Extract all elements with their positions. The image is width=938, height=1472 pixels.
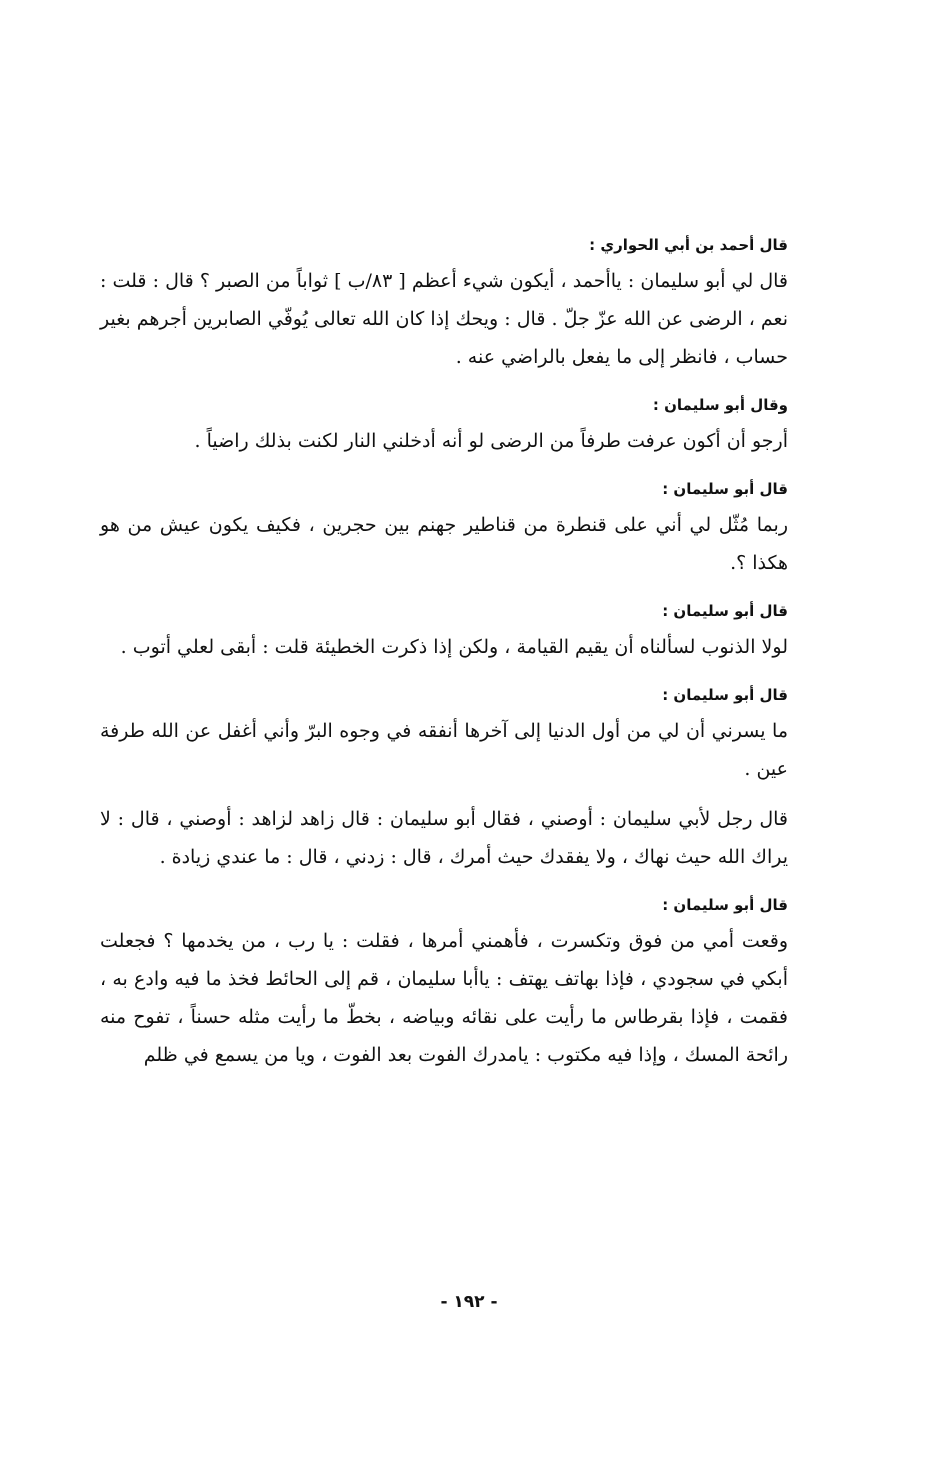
section-heading: قال أبو سليمان :: [662, 686, 788, 704]
paragraph: قال لي أبو سليمان : ياأحمد ، أيكون شيء أعظم [ ٨٣/ب ] ثواباً من الصبر ؟ قال : قلت : نعم ، الرضى عن الله عزّ جلّ . قال : ويحك إذا كان الله تعالى يُوفّي الصابرين أجرهم بغير حساب ، فانظر إلى ما يفعل بالراضي عنه .: [100, 270, 788, 368]
text-block-7: [100, 888, 788, 1074]
page-body: [100, 228, 788, 1086]
paragraph: وقعت أمي من فوق وتكسرت ، فأهمني أمرها ، فقلت : يا رب ، من يخدمها ؟ فجعلت أبكي في سجودي ، فإذا بهاتف يهتف : ياأبا سليمان ، قم إلى الحائط فخذ ما فيه وادع به ، فقمت ، فإذا بقرطاس ما رأيت على نقائه وبياضه ، بخطّ ما رأيت مثله حسناً ، تفوح منه رائحة المسك ، وإذا فيه مكتوب : يامدرك الفوت بعد الفوت ، ويا من يسمع في ظلم: [100, 930, 788, 1066]
section-heading: قال أبو سليمان :: [662, 480, 788, 498]
section-heading: قال أبو سليمان :: [662, 896, 788, 914]
text-block-2: [100, 388, 788, 460]
text-block-4: [100, 594, 788, 666]
section-heading: قال أحمد بن أبي الحواري :: [589, 236, 788, 254]
section-heading: وقال أبو سليمان :: [652, 396, 788, 414]
text-block-6: [100, 800, 788, 876]
paragraph: لولا الذنوب لسألناه أن يقيم القيامة ، ولكن إذا ذكرت الخطيئة قلت : أبقى لعلي أتوب .: [120, 636, 788, 658]
paragraph: أرجو أن أكون عرفت طرفاً من الرضى لو أنه أدخلني النار لكنت بذلك راضياً .: [194, 430, 788, 452]
text-block-1: [100, 228, 788, 376]
section-heading: قال أبو سليمان :: [662, 602, 788, 620]
text-block-3: [100, 472, 788, 582]
paragraph: قال رجل لأبي سليمان : أوصني ، فقال أبو سليمان : قال زاهد لزاهد : أوصني ، قال : لا يراك الله حيث نهاك ، ولا يفقدك حيث أمرك ، قال : زدني ، قال : ما عندي زيادة .: [100, 808, 788, 868]
paragraph: ما يسرني أن لي من أول الدنيا إلى آخرها أنفقه في وجوه البرّ وأني أغفل عن الله طرفة عين .: [100, 720, 788, 780]
paragraph: ربما مُثّل لي أني على قنطرة من قناطير جهنم بين حجرين ، فكيف يكون عيش من هو هكذا ؟.: [100, 514, 788, 574]
text-block-5: [100, 678, 788, 788]
page-number: - ١٩٢ -: [440, 1292, 498, 1312]
